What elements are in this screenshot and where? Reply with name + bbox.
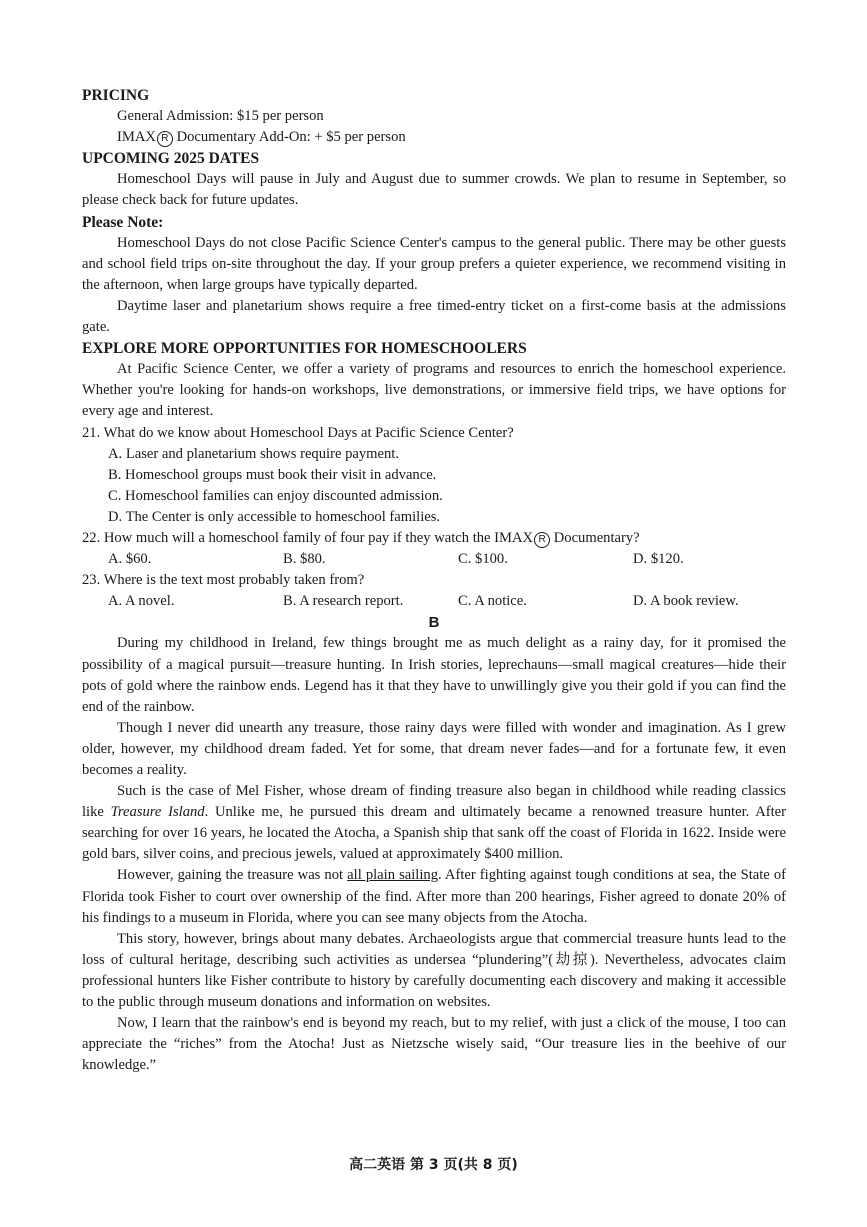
q21-option-b: B. Homeschool groups must book their visit in advance.: [108, 466, 437, 483]
q22-option-a: A. $60.: [108, 551, 152, 568]
registered-mark: R: [157, 131, 173, 147]
q23-option-a: A. A novel.: [108, 593, 175, 610]
p3-text-end: . Unlike me, he pursued this dream and ultimately became a renowned treasure hunter. After searching for over 16 years, he located the Atocha, a Spanish ship that sank off the coast of Florida in 1622. Inside were gold bars, silver coins, and precious jewels, valued at approximately $400 million.: [82, 804, 786, 863]
passage-b-paragraph-3: [82, 781, 786, 865]
p4-text-start: However, gaining the treasure was not: [117, 867, 348, 884]
section-b-label: B: [428, 614, 440, 632]
q23-option-d: D. A book review.: [633, 593, 739, 610]
upcoming-dates-text: Homeschool Days will pause in July and August due to summer crowds. We plan to resume in September, so please check back for future updates.: [82, 171, 786, 209]
q22-option-b: B. $80.: [283, 551, 326, 568]
pricing-heading: PRICING: [82, 87, 150, 104]
please-note-heading: Please Note:: [82, 213, 164, 231]
q23-option-b: B. A research report.: [283, 593, 404, 610]
registered-mark: R: [534, 532, 550, 548]
p3-text-start: Such is the case of Mel Fisher, whose dream of finding treasure also began in childhood while reading classics like: [82, 783, 786, 821]
passage-b-paragraph-2: Though I never did unearth any treasure, those rainy days were filled with wonder and imagination. As I grew older, however, my childhood dream faded. Yet for some, that dream never fades—and for a fortunate few, it even becomes a reality.: [82, 719, 786, 778]
imax-addon-text: Documentary Add-On: + $5 per person: [172, 129, 406, 146]
q21-option-d: D. The Center is only accessible to homeschool families.: [108, 508, 441, 525]
imax-label: IMAX: [117, 129, 156, 146]
passage-b-paragraph-4: [82, 865, 786, 928]
underlined-phrase: all plain sailing: [347, 867, 438, 884]
passage-b-paragraph-6: Now, I learn that the rainbow's end is beyond my reach, but to my relief, with just a click of the mouse, I too can appreciate the “riches” from the Atocha! Just as Nietzsche wisely said, “Our treasure lies in the beehive of our knowledge.”: [82, 1015, 786, 1074]
explore-text: At Pacific Science Center, we offer a variety of programs and resources to enrich the homeschool experience. Whether you're looking for hands-on workshops, live demonstrations, or immersive field trips, we have options for every age and interest.: [82, 361, 786, 420]
q21-option-c: C. Homeschool families can enjoy discounted admission.: [108, 487, 443, 504]
page-footer: 高二英语 第 3 页(共 8 页): [349, 1157, 518, 1173]
note-paragraph-2: Daytime laser and planetarium shows require a free timed-entry ticket on a first-come basis at the admissions gate.: [82, 297, 786, 336]
question-22: [82, 528, 786, 549]
question-21: 21. What do we know about Homeschool Days at Pacific Science Center?: [82, 424, 514, 441]
general-admission-price: General Admission: $15 per person: [117, 108, 324, 125]
q22-option-c: C. $100.: [458, 551, 508, 568]
q21-option-a: A. Laser and planetarium shows require payment.: [108, 445, 399, 462]
q22-options: [82, 549, 786, 570]
page-content: [82, 85, 786, 1076]
q22-stem-end: Documentary?: [550, 529, 640, 546]
p4-text-end: . After fighting against tough conditions at sea, the State of Florida took Fisher to court over ownership of the find. After more than 200 hearings, Fisher agreed to donate 20% of his findings to a museum in Florida, where you can see many objects from the Atocha.: [82, 867, 786, 926]
explore-heading: EXPLORE MORE OPPORTUNITIES FOR HOMESCHOOLERS: [82, 340, 527, 358]
upcoming-dates-heading: UPCOMING 2025 DATES: [82, 150, 260, 168]
question-23: 23. Where is the text most probably taken from?: [82, 572, 365, 589]
imax-addon-price: [82, 127, 786, 148]
note-paragraph-1: Homeschool Days do not close Pacific Science Center's campus to the general public. There may be other guests and school field trips on-site throughout the day. If your group prefers a quieter experience, we recommend visiting in the afternoon, when large groups have typically departed.: [82, 234, 786, 293]
passage-b-paragraph-1: During my childhood in Ireland, few things brought me as much delight as a rainy day, for it promised the possibility of a magical pursuit—treasure hunting. In Irish stories, leprechauns—small magical creatures—hide their pots of gold where the rainbow ends. Legend has it that they have to unwillingly give you their gold if you can find the end of the rainbow.: [82, 635, 786, 715]
passage-b-paragraph-5: This story, however, brings about many debates. Archaeologists argue that commercial treasure hunts lead to the loss of cultural heritage, describing such activities as undersea “plundering”(劫掠). Nevertheless, advocates claim professional hunters like Fisher contribute to history by carefully documenting each discovery and making it accessible to the public through museum donations and information on websites.: [82, 930, 786, 1011]
q22-option-d: D. $120.: [633, 551, 684, 568]
q23-option-c: C. A notice.: [458, 593, 527, 610]
q23-options: [82, 591, 786, 612]
q22-stem: 22. How much will a homeschool family of four pay if they watch the IMAX: [82, 529, 534, 546]
book-title: Treasure Island: [110, 804, 205, 821]
